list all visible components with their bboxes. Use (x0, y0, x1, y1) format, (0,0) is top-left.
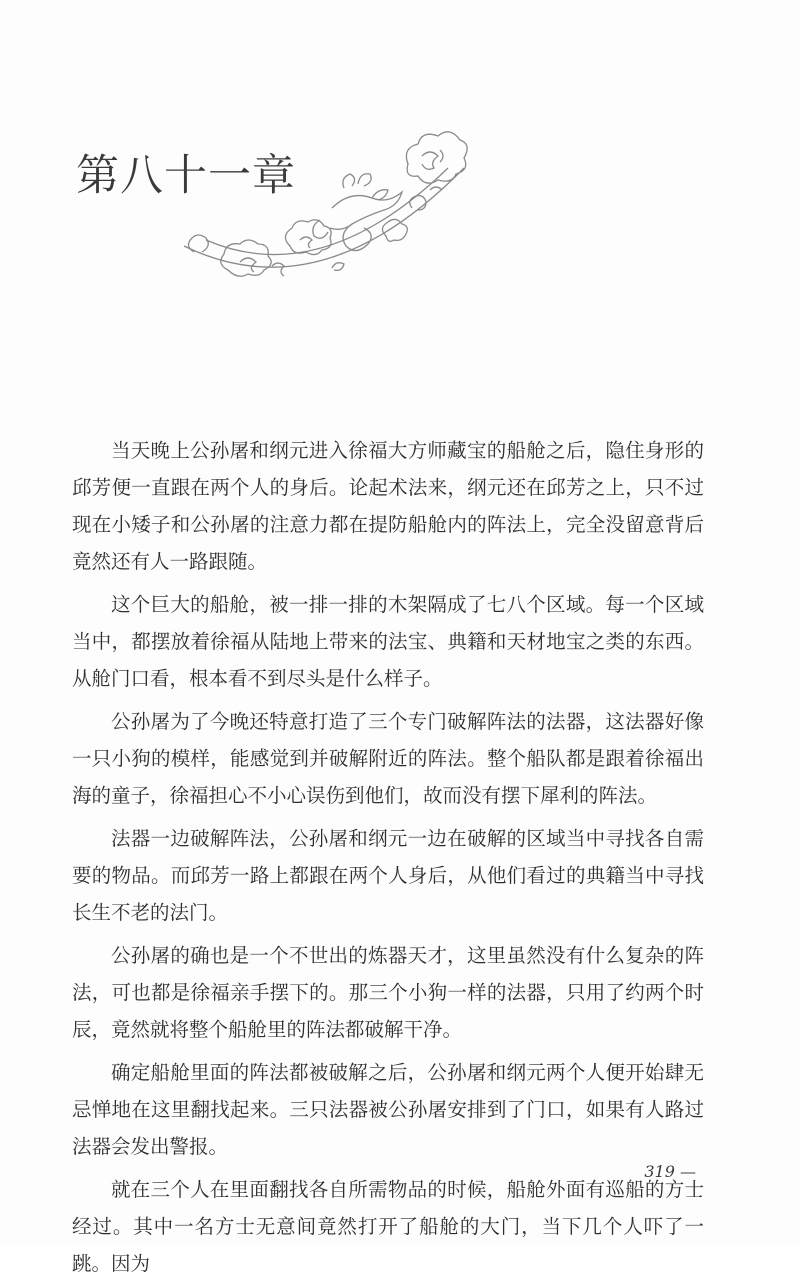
cloud-dragon-ornament-icon (172, 128, 472, 298)
chapter-title: 第八十一章 (76, 151, 296, 201)
paragraph: 确定船舱里面的阵法都被破解之后，公孙屠和纲元两个人便开始肆无忌惮地在这里翻找起来。三只法器被公孙屠安排到了门口，如果有人路过法器会发出警报。 (72, 1061, 704, 1158)
paragraph: 这个巨大的船舱，被一排一排的木架隔成了七八个区域。每一个区域当中，都摆放着徐福从陆地上带来的法宝、典籍和天材地宝之类的东西。从舱门口看，根本看不到尽头是什么样子。 (72, 593, 704, 690)
paragraph: 公孙屠的确也是一个不世出的炼器天才，这里虽然没有什么复杂的阵法，可也都是徐福亲手摆下的。那三个小狗一样的法器，只用了约两个时辰，竟然就将整个船舱里的阵法都破解干净。 (72, 944, 704, 1041)
paragraph: 公孙屠为了今晚还特意打造了三个专门破解阵法的法器，这法器好像一只小狗的模样，能感觉到并破解附近的阵法。整个船队都是跟着徐福出海的童子，徐福担心不小心误伤到他们，故而没有摆下犀利的阵法。 (72, 710, 704, 807)
paragraph: 就在三个人在里面翻找各自所需物品的时候，船舱外面有巡船的方士经过。其中一名方士无意间竟然打开了船舱的大门，当下几个人吓了一跳。因为 (72, 1178, 704, 1275)
page-number: 319 — (644, 1162, 696, 1181)
paragraph: 法器一边破解阵法，公孙屠和纲元一边在破解的区域当中寻找各自需要的物品。而邱芳一路上都跟在两个人身后，从他们看过的典籍当中寻找长生不老的法门。 (72, 827, 704, 924)
paragraph: 当天晚上公孙屠和纲元进入徐福大方师藏宝的船舱之后，隐住身形的邱芳便一直跟在两个人的身后。论起术法来，纲元还在邱芳之上，只不过现在小矮子和公孙屠的注意力都在提防船舱内的阵法上，完全没留意背后竟然还有人一路跟随。 (72, 439, 704, 573)
chapter-body (72, 432, 704, 1288)
